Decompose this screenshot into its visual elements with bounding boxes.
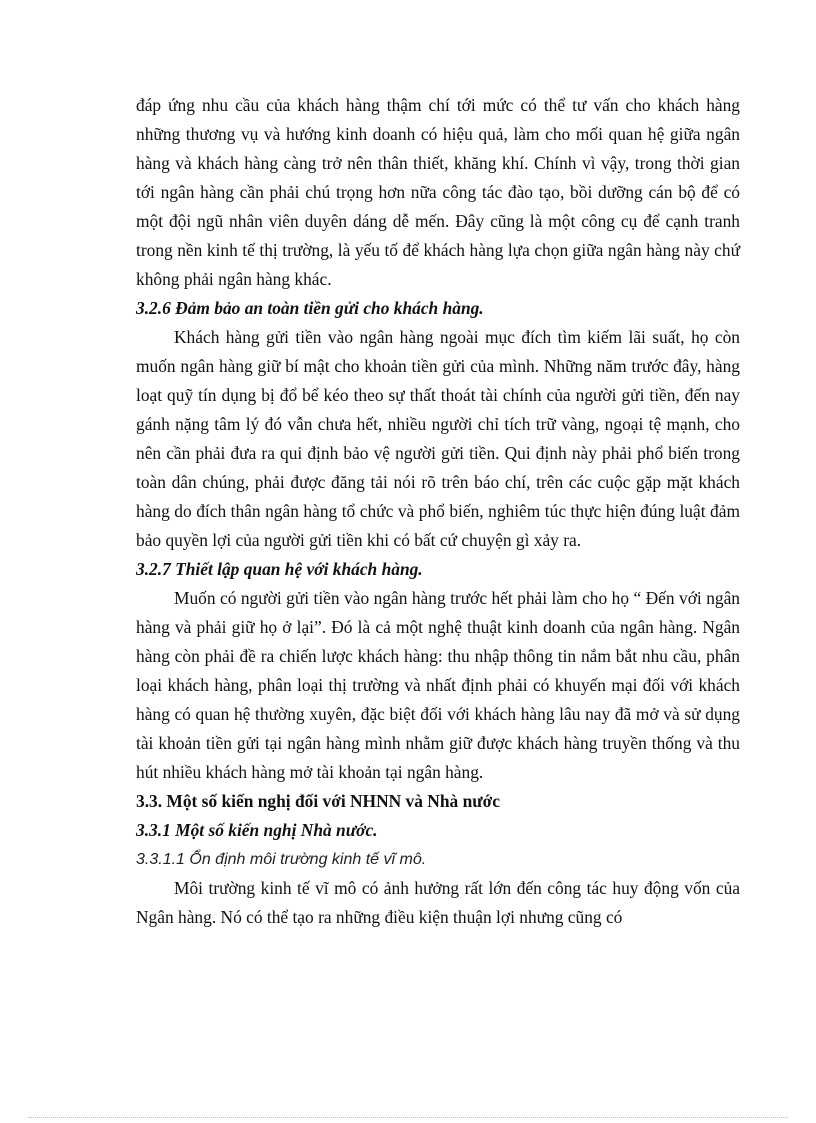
section-3-3-heading: 3.3. Một số kiến nghị đối với NHNN và Nhà nước (136, 791, 501, 811)
intro-paragraph: đáp ứng nhu cầu của khách hàng thậm chí tới mức có thể tư vấn cho khách hàng những thương vụ và hướng kinh doanh có hiệu quả, làm cho mối quan hệ giữa ngân hàng và khách hàng càng trở nên thân thiết, khăng khí. Chính vì vậy, trong thời gian tới ngân hàng cần phải chú trọng hơn nữa công tác đào tạo, bồi dưỡng cán bộ để có một đội ngũ nhân viên duyên dáng dễ mến. Đây cũng là một công cụ để cạnh tranh trong nền kinh tế thị trường, là yếu tố để khách hàng lựa chọn giữa ngân hàng này chứ không phải ngân hàng khác. (136, 95, 740, 289)
section-3-2-6-body: Khách hàng gửi tiền vào ngân hàng ngoài mục đích tìm kiếm lãi suất, họ còn muốn ngân hàng giữ bí mật cho khoản tiền gửi của mình. Những năm trước đây, hàng loạt quỹ tín dụng bị đổ bể kéo theo sự thất thoát tài chính của người gửi tiền, đến nay gánh nặng tâm lý đó vẫn chưa hết, nhiều người chỉ tích trữ vàng, ngoại tệ mạnh, cho nên cần phải đưa ra qui định bảo vệ người gửi tiền. Qui định này phải phổ biến trong toàn dân chúng, phải được đăng tải nói rõ trên báo chí, trên các cuộc gặp mặt khách hàng do đích thân ngân hàng tổ chức và phổ biến, nghiêm túc thực hiện đúng luật đảm bảo quyền lợi của người gửi tiền khi có bất cứ chuyện gì xảy ra. (136, 327, 740, 550)
closing-paragraph: Môi trường kinh tế vĩ mô có ảnh hưởng rất lớn đến công tác huy động vốn của Ngân hàng. Nó có thể tạo ra những điều kiện thuận lợi nhưng cũng có (136, 878, 740, 927)
section-3-2-6-heading: 3.2.6 Đảm bảo an toàn tiền gửi cho khách hàng. (136, 298, 484, 318)
page-bottom-border (28, 1117, 788, 1118)
section-3-2-7-body: Muốn có người gửi tiền vào ngân hàng trước hết phải làm cho họ “ Đến với ngân hàng và phải giữ họ ở lại”. Đó là cả một nghệ thuật kinh doanh của ngân hàng. Ngân hàng còn phải đề ra chiến lược khách hàng: thu nhập thông tin nắm bắt nhu cầu, phân loại khách hàng, phân loại thị trường và nhất định phải có khuyến mại đối với khách hàng có quan hệ thường xuyên, đặc biệt đối với khách hàng lâu nay đã mở và sử dụng tài khoản tiền gửi tại ngân hàng mình nhằm giữ được khách hàng truyền thống và thu hút nhiều khách hàng mở tài khoản tại ngân hàng. (136, 588, 740, 782)
section-3-3-1-heading: 3.3.1 Một số kiến nghị Nhà nước. (136, 820, 378, 840)
section-3-2-7-heading: 3.2.7 Thiết lập quan hệ với khách hàng. (136, 559, 423, 579)
document-page (136, 91, 740, 932)
section-3-3-1-1-heading: 3.3.1.1 Ổn định môi trường kinh tế vĩ mô. (136, 851, 427, 868)
